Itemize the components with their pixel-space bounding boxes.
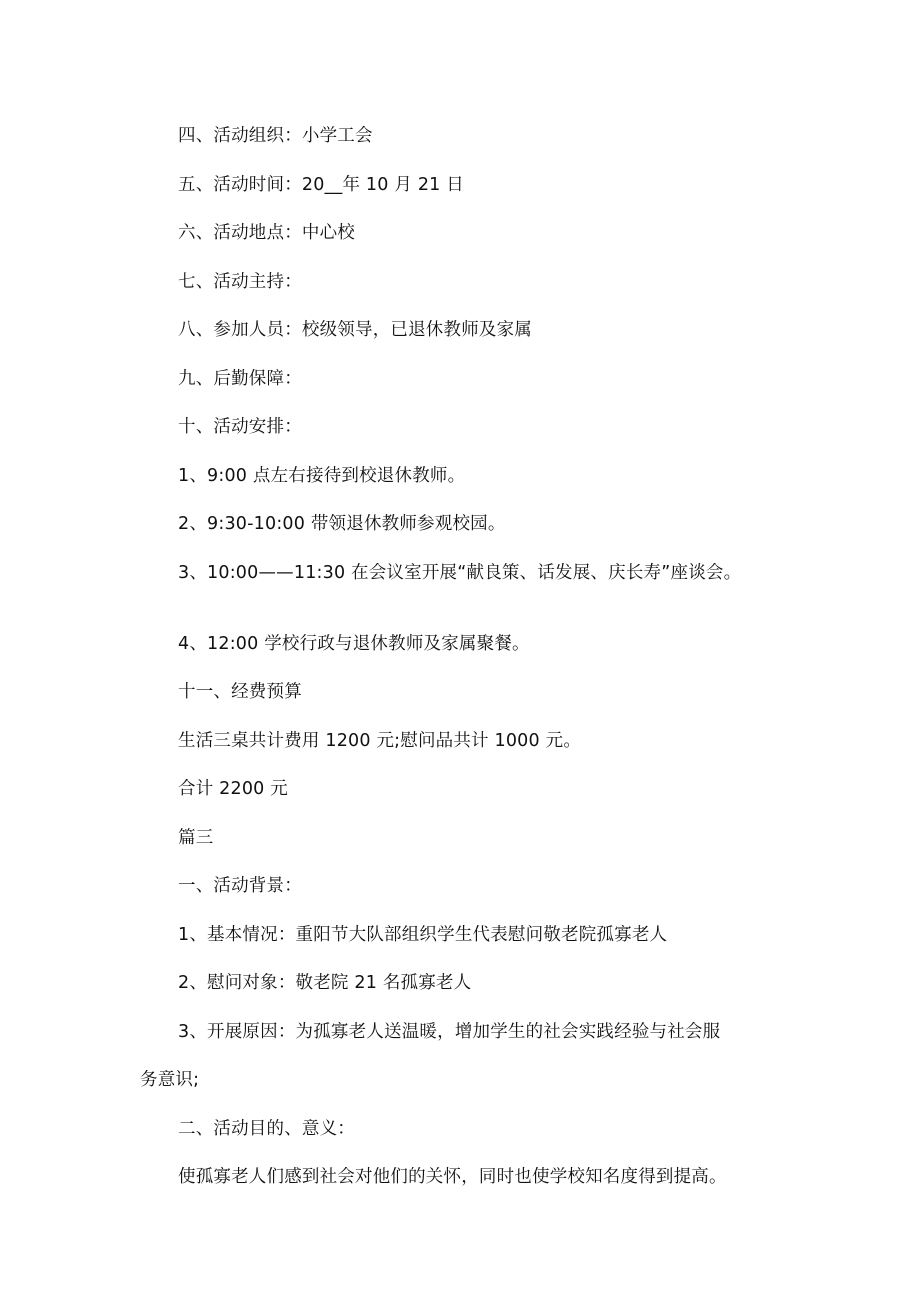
schedule-item-1: 1、9:00 点左右接待到校退休教师。 [178,466,466,486]
section-5-time: 五、活动时间：20__年 10 月 21 日 [178,175,464,195]
part-three-heading: 篇三 [178,828,214,848]
schedule-item-2: 2、9:30-10:00 带领退休教师参观校园。 [178,514,506,534]
background-item-1: 1、基本情况：重阳节大队部组织学生代表慰问敬老院孤寡老人 [178,925,668,945]
section-6-location: 六、活动地点：中心校 [178,223,355,243]
budget-total: 合计 2200 元 [178,779,288,799]
schedule-item-3: 3、10:00——11:30 在会议室开展“献良策、话发展、庆长寿”座谈会。 [178,563,742,583]
section-9-logistics: 九、后勤保障： [178,369,302,389]
background-item-3-continued: 务意识; [140,1070,200,1090]
section-7-host: 七、活动主持： [178,272,302,292]
purpose-heading: 二、活动目的、意义： [178,1119,355,1139]
section-8-participants: 八、参加人员：校级领导，已退休教师及家属 [178,320,532,340]
schedule-item-4: 4、12:00 学校行政与退休教师及家属聚餐。 [178,634,530,654]
background-item-2: 2、慰问对象：敬老院 21 名孤寡老人 [178,973,472,993]
background-item-3: 3、开展原因：为孤寡老人送温暖，增加学生的社会实践经验与社会服 [178,1022,721,1042]
section-4-organizer: 四、活动组织：小学工会 [178,126,373,146]
budget-detail: 生活三桌共计费用 1200 元;慰问品共计 1000 元。 [178,731,582,751]
section-11-budget: 十一、经费预算 [178,682,302,702]
section-10-schedule: 十、活动安排： [178,417,302,437]
purpose-text: 使孤寡老人们感到社会对他们的关怀，同时也使学校知名度得到提高。 [178,1167,727,1187]
background-heading: 一、活动背景： [178,876,302,896]
